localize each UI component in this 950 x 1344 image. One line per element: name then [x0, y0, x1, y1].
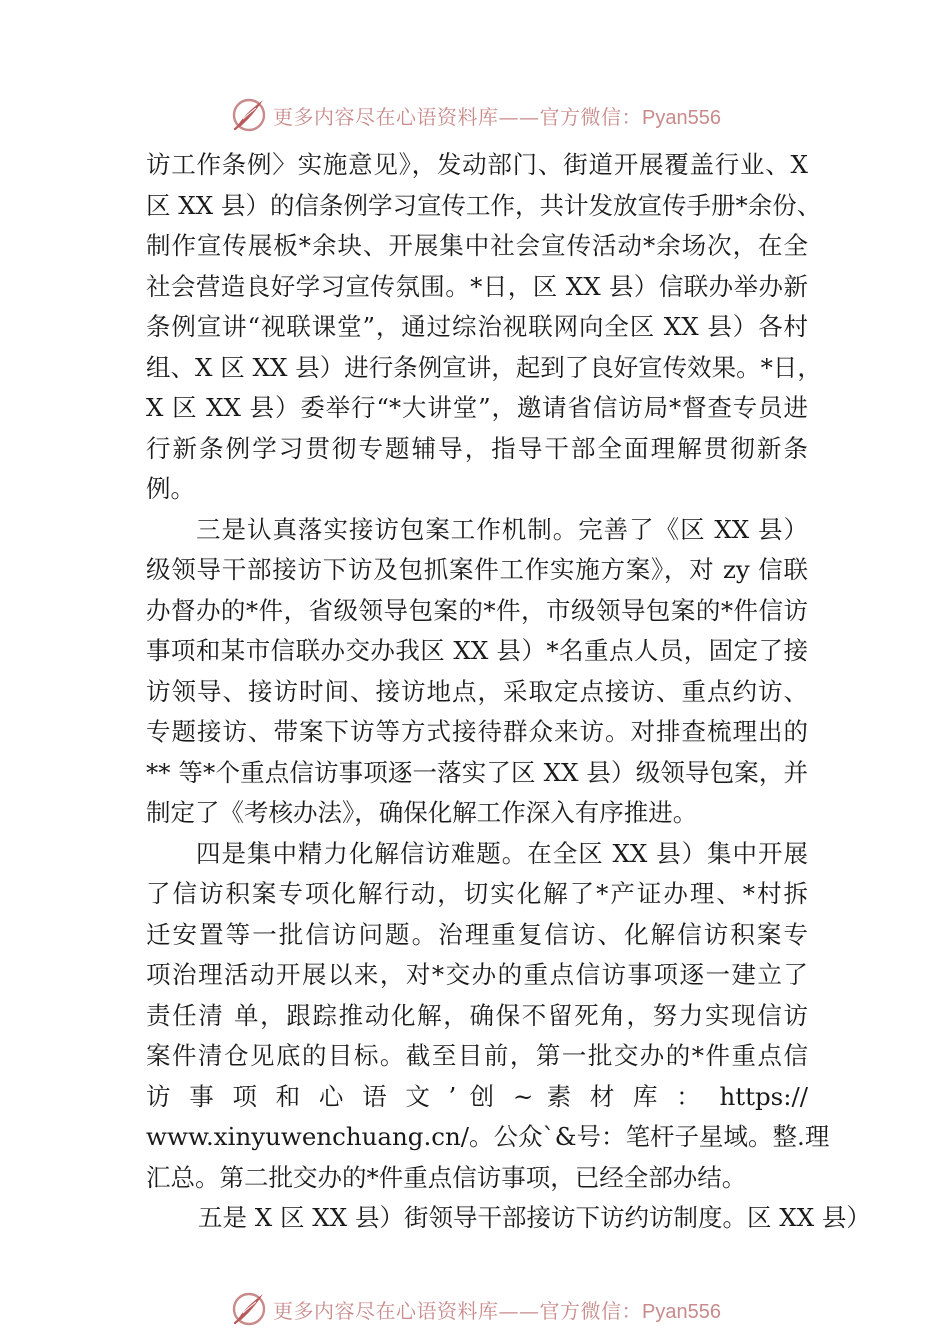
- body-line: 事项和某市信联办交办我区 XX 县）*名重点人员，固定了接: [146, 636, 808, 665]
- body-line: 组、X 区 XX 县）进行条例宣讲，起到了良好宣传效果。*日，: [146, 352, 822, 382]
- body-line: 访领导、接访时间、接访地点，采取定点接访、重点约访、: [146, 676, 808, 706]
- watermark-inline-line: 访 事 项 和 心 语 文 ’ 创 ~ 素 材 库 ： https://: [146, 1081, 808, 1111]
- body-line: 汇总。第二批交办的*件重点信访事项，已经全部办结。: [146, 1162, 747, 1192]
- body-line: 制定了《考核办法》，确保化解工作深入有序推进。: [146, 798, 698, 827]
- body-line: 行新条例学习贯彻专题辅导，指导干部全面理解贯彻新条: [146, 433, 808, 463]
- body-line: 制作宣传展板*余块、开展集中社会宣传活动*余场次，在全: [146, 231, 808, 260]
- body-line: 专题接访、带案下访等方式接待群众来访。对排查梳理出的: [146, 717, 808, 746]
- watermark-footer: [0, 1287, 950, 1331]
- body-line: 例。: [146, 474, 195, 503]
- body-line: ** 等*个重点信访事项逐一落实了区 XX 县）级领导包案，并: [146, 757, 808, 787]
- watermark-header: [0, 93, 950, 137]
- wechat-id: Pyan556: [642, 1300, 721, 1323]
- watermark-inline-line: www.xinyuwenchuang.cn/。公众`&号：笔杆子星域。整.理: [146, 1122, 830, 1151]
- body-line: 访工作条例〉实施意见》，发动部门、街道开展覆盖行业、X: [146, 150, 808, 179]
- body-line: 条例宣讲“视联课堂”，通过综治视联网向全区 XX 县）各村: [146, 312, 808, 341]
- watermark-text: 更多内容尽在心语资料库——官方微信：Pyan556: [273, 104, 721, 129]
- body-line: 迁安置等一批信访问题。治理重复信访、化解信访积案专: [146, 919, 808, 949]
- body-line: 了信访积案专项化解行动，切实化解了*产证办理、*村拆: [146, 879, 808, 908]
- paragraph-start-line: 五是 X 区 XX 县）街领导干部接访下访约访制度。区 XX 县）: [198, 1203, 871, 1232]
- paragraph-start-line: 四是集中精力化解信访难题。在全区 XX 县）集中开展: [196, 838, 808, 868]
- quill-pen-logo-icon: [229, 95, 269, 135]
- body-line: 项治理活动开展以来，对*交办的重点信访事项逐一建立了: [146, 960, 808, 989]
- paragraph-start-line: 三是认真落实接访包案工作机制。完善了《区 XX 县）: [196, 514, 808, 544]
- body-line: 区 XX 县）的信条例学习宣传工作，共计发放宣传手册*余份、: [146, 190, 822, 220]
- body-line: 社会营造良好学习宣传氛围。*日，区 XX 县）信联办举办新: [146, 271, 808, 301]
- document-body: [146, 145, 871, 1239]
- wechat-id: Pyan556: [642, 106, 721, 129]
- quill-pen-logo-icon: [229, 1289, 269, 1329]
- body-line: 级领导干部接访下访及包抓案件工作实施方案》，对 zy 信联: [146, 555, 808, 584]
- body-line: X 区 XX 县）委举行“*大讲堂”，邀请省信访局*督查专员进: [146, 393, 808, 422]
- watermark-text: 更多内容尽在心语资料库——官方微信：Pyan556: [273, 1298, 721, 1323]
- body-line: 案件清仓见底的目标。截至目前，第一批交办的*件重点信: [146, 1041, 808, 1070]
- body-line: 办督办的*件，省级领导包案的*件，市级领导包案的*件信访: [146, 595, 808, 625]
- body-line: 责任清 单，跟踪推动化解，确保不留死角，努力实现信访: [146, 1000, 808, 1030]
